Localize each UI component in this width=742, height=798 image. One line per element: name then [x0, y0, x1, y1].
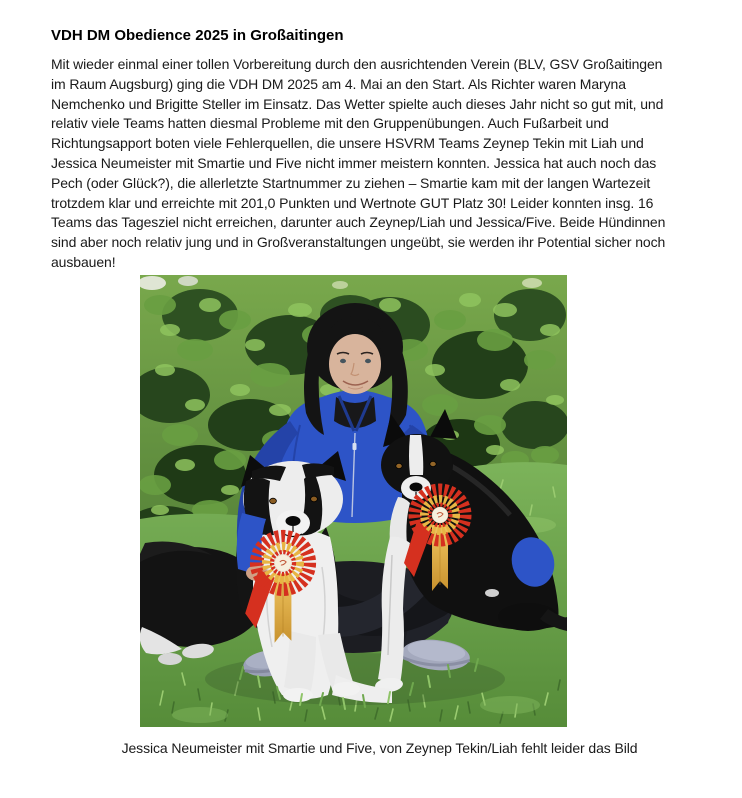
paragraph-line: sind aber noch relativ jung und in Großveranstaltungen ungeübt, sie werden ihr Potential sicher noch: [51, 234, 666, 251]
body-paragraph: [51, 55, 708, 273]
paragraph-line: Mit wieder einmal einer tollen Vorbereitung durch den ausrichtenden Verein (BLV, GSV Großaitingen: [51, 56, 663, 72]
paragraph-line: trotzdem klar und erreichte mit 201,0 Punkten und Wertnote GUT Platz 30! Leider konnten insg. 16: [51, 194, 654, 211]
paragraph-line: Richtungsapport boten viele Fehlerquellen, die unsere HSVRM Teams Zeynep Tekin mit Liah und: [51, 135, 644, 152]
photo-handler-with-two-dogs: [140, 275, 567, 727]
paragraph-line: Jessica Neumeister mit Smartie und Five nicht immer meistern konnten. Jessica hat auch noch das: [51, 154, 657, 171]
paragraph-line: relativ viele Teams hatten diesmal Probleme mit den Gruppenübungen. Auch Fußarbeit und: [51, 115, 609, 132]
photo-caption: Jessica Neumeister mit Smartie und Five, von Zeynep Tekin/Liah fehlt leider das Bild: [121, 739, 638, 756]
paragraph-line: ausbauen!: [51, 253, 116, 270]
paragraph-line: Pech (oder Glück?), die allerletzte Startnummer zu ziehen – Smartie kam mit der langen Wartezeit: [51, 174, 651, 191]
paragraph-line: Nemchenko und Brigitte Steller im Einsatz. Das Wetter spielte auch dieses Jahr nicht so gut mit, und: [51, 95, 664, 112]
paragraph-line: im Raum Augsburg) ging die VDH DM 2025 am 4. Mai an den Start. Als Richter waren Maryna: [51, 75, 626, 92]
paragraph-line: Teams das Tagesziel nicht erreichen, darunter auch Zeynep/Liah und Jessica/Five. Beide Hündinnen: [51, 214, 666, 231]
page-title: VDH DM Obedience 2025 in Großaitingen: [51, 27, 344, 44]
photo-figure: [121, 275, 638, 756]
